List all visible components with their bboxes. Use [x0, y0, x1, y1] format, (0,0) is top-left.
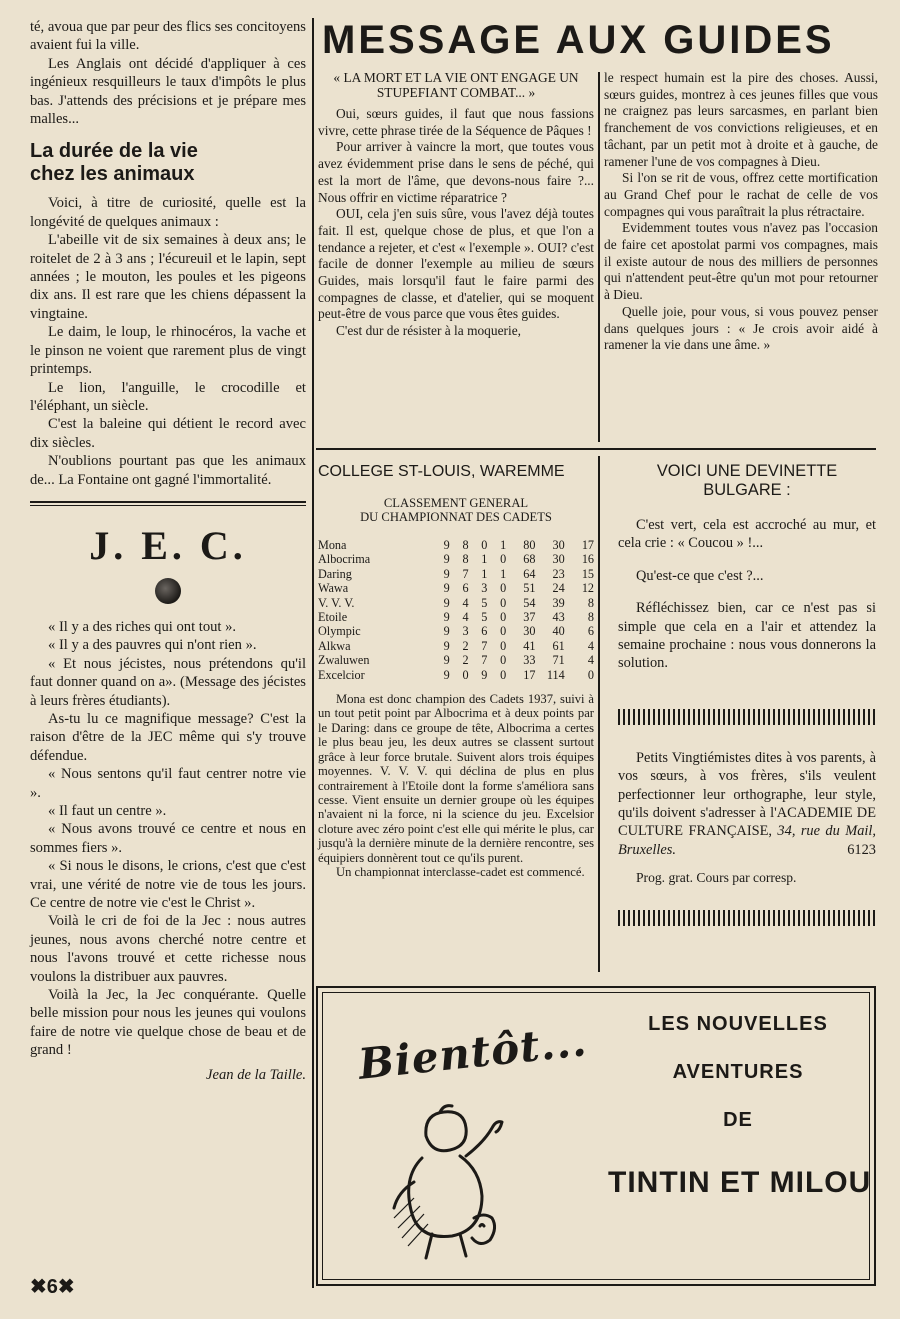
- tintin-illustration: [374, 1098, 514, 1268]
- jec-paragraph: « Il faut un centre ».: [48, 803, 167, 819]
- table-cell: 6: [587, 624, 594, 639]
- college-article: [318, 462, 594, 879]
- table-cell: 17: [581, 538, 594, 552]
- message-paragraph: Si l'on se rit de vous, offrez cette mortification au Grand Chef pour le rachat de celle de vos compagnes qui vous paraîtrait la plus rétractaire.: [604, 170, 878, 219]
- table-cell: 4: [587, 638, 594, 653]
- team-name: Olympic: [318, 624, 361, 639]
- table-cell: 0: [500, 595, 507, 610]
- table-cell: 6: [481, 624, 488, 639]
- table-cell: 1: [481, 552, 488, 567]
- table-cell: 9: [443, 566, 450, 581]
- message-paragraph: OUI, cela j'en suis sûre, vous l'avez déjà toutes fait. Il est, quelque chose de plus, et que l'on a tendance a rejeter, et c'est « l'exemple ». OUI? c'est facile de donner l'exemple au milieu de sœurs Guides, mais lorsqu'il faut le faire parmi des compagnes de classe, et d'atelier, qui se moquent peut-être de vous parce que vous êtes guides.: [318, 206, 594, 322]
- message-bottom-rule: [316, 448, 876, 450]
- intro-paragraph: té, avoua que par peur des flics ses concitoyens avaient fui la ville.: [30, 19, 306, 54]
- team-name: Alkwa: [318, 638, 351, 653]
- message-col1-text: [318, 106, 594, 340]
- table-cell: 40: [552, 624, 565, 639]
- table-cell: 4: [462, 610, 469, 625]
- table-cell: 16: [581, 552, 594, 567]
- devinette-title: [618, 462, 876, 500]
- academie-ad-text: [618, 749, 876, 859]
- bientot-script: Bientôt...: [356, 1016, 590, 1089]
- table-cell: 51: [523, 581, 536, 596]
- tick-border-bottom: [618, 910, 876, 926]
- table-cell: 8: [462, 552, 469, 567]
- lifespan-article: [30, 194, 306, 489]
- table-cell: 9: [443, 552, 450, 567]
- message-paragraph: Pour arriver à vaincre la mort, que toutes vous avez évidemment prise dans le sens de péché, qui est la mort de l'âme, que devons-nous faire ?... Nous offrir en victime réparatrice ?: [318, 139, 594, 205]
- academie-ad-prog: Prog. grat. Cours par corresp.: [636, 870, 797, 886]
- table-cell: 3: [462, 624, 469, 639]
- college-subtitle: [318, 496, 594, 524]
- jec-title: J. E. C.: [89, 522, 247, 568]
- college-subtitle-line1: CLASSEMENT GENERAL: [383, 496, 529, 510]
- tintin-line3: DE: [723, 1109, 753, 1131]
- lifespan-heading-line2: chez les animaux: [30, 163, 195, 186]
- table-cell: 7: [462, 566, 469, 581]
- tintin-advert-text: [608, 1012, 872, 1200]
- message-paragraph: Quelle joie, pour vous, si vous pouvez penser dans quelques jours : « Je crois avoir aidé à ramener la vie dans une âme. »: [604, 303, 878, 353]
- table-cell: 2: [462, 653, 469, 668]
- table-cell: 6: [462, 581, 469, 596]
- table-row: [318, 552, 594, 566]
- table-cell: 0: [500, 653, 507, 668]
- table-row: [318, 567, 594, 581]
- table-cell: 0: [500, 610, 507, 625]
- jec-article: [30, 618, 306, 1060]
- lifespan-paragraph: Voici, à titre de curiosité, quelle est la longévité de quelques animaux :: [30, 195, 306, 230]
- tick-border-top: [618, 709, 876, 725]
- table-cell: 1: [481, 566, 488, 581]
- table-cell: 8: [462, 538, 469, 552]
- college-title: COLLEGE ST-LOUIS, WAREMME: [318, 463, 565, 480]
- table-cell: 0: [500, 667, 507, 682]
- team-name: Etoile: [318, 610, 348, 625]
- table-cell: 9: [443, 653, 450, 668]
- lifespan-paragraph: C'est la baleine qui détient le record avec dix siècles.: [30, 416, 306, 451]
- table-cell: 33: [523, 653, 536, 668]
- table-cell: 7: [481, 653, 488, 668]
- table-cell: 30: [552, 552, 565, 567]
- table-cell: 37: [523, 610, 536, 625]
- table-cell: 0: [500, 552, 507, 567]
- table-row: [318, 538, 594, 552]
- academie-ad-main: Petits Vingtiémistes dites à vos parents, à vos sœurs, à vos frères, s'ils veulent perfectionner leur orthographe, leur style, qu'ils doivent s'adresser à l'ACADEMIE DE CULTURE FRANÇAISE,: [618, 749, 876, 840]
- table-cell: 30: [523, 624, 536, 639]
- lifespan-paragraph: N'oublions pourtant pas que les animaux de... La Fontaine ont gagné l'immortalité.: [30, 453, 306, 488]
- devinette-question: C'est vert, cela est accroché au mur, et cela crie : « Coucou » !...: [618, 517, 876, 552]
- table-cell: 5: [481, 595, 488, 610]
- message-headline: « LA MORT ET LA VIE ONT ENGAGE UN STUPEFIANT COMBAT... »: [333, 70, 579, 100]
- table-cell: 9: [443, 638, 450, 653]
- table-row: [318, 610, 594, 624]
- college-text: [318, 692, 594, 879]
- table-cell: 15: [581, 566, 594, 581]
- college-devinette-separator: [598, 456, 600, 972]
- table-cell: 9: [443, 595, 450, 610]
- table-cell: 0: [587, 667, 594, 682]
- table-cell: 43: [552, 610, 565, 625]
- intro-article: [30, 18, 306, 128]
- signature: Jean de la Taille.: [206, 1066, 306, 1083]
- lifespan-paragraph: Le lion, l'anguille, le crocodille et l'éléphant, un siècle.: [30, 379, 306, 414]
- jec-paragraph: « Nous avons trouvé ce centre et nous en sommes fiers ».: [30, 821, 306, 856]
- table-row: [318, 624, 594, 638]
- devinette-title-line1: VOICI UNE DEVINETTE: [656, 462, 838, 480]
- team-name: Albocrima: [318, 552, 371, 567]
- table-row: [318, 668, 594, 682]
- table-cell: 9: [443, 538, 450, 552]
- college-paragraph: Un championnat interclasse-cadet est commencé.: [336, 864, 585, 879]
- table-row: [318, 596, 594, 610]
- team-name: Zwaluwen: [318, 653, 370, 668]
- team-name: Mona: [318, 538, 347, 552]
- academie-ad-address: 34, rue du Mail, Bruxelles.: [618, 823, 876, 858]
- jec-paragraph: « Si nous le disons, le crions, c'est que c'est vrai, une vérité de notre vie de tous les jours. Ce centre de notre vie c'est le Christ ».: [30, 858, 306, 912]
- team-name: Daring: [318, 566, 352, 581]
- team-name: V. V. V.: [318, 595, 355, 610]
- table-cell: 30: [552, 538, 565, 552]
- message-col2-text: [604, 70, 878, 354]
- table-cell: 0: [500, 624, 507, 639]
- table-cell: 5: [481, 610, 488, 625]
- table-cell: 24: [552, 581, 565, 596]
- table-cell: 0: [462, 667, 469, 682]
- table-cell: 71: [552, 653, 565, 668]
- table-cell: 80: [523, 538, 536, 552]
- table-cell: 4: [462, 595, 469, 610]
- devinette-box: [618, 462, 876, 926]
- table-row: [318, 581, 594, 595]
- table-cell: 68: [523, 552, 536, 567]
- table-cell: 114: [546, 667, 565, 682]
- jec-paragraph: As-tu lu ce magnifique message? C'est la raison d'être de la JEC même qui s'y trouve défendue.: [30, 710, 306, 764]
- table-cell: 54: [523, 595, 536, 610]
- table-cell: 9: [443, 581, 450, 596]
- college-subtitle-line2: DU CHAMPIONNAT DES CADETS: [360, 510, 552, 524]
- table-cell: 1: [500, 566, 507, 581]
- devinette-ask: Qu'est-ce que c'est ?...: [636, 567, 764, 584]
- college-paragraph: Mona est donc champion des Cadets 1937, suivi à un tout petit point par Albocrima et à deux points par le Daring: dans ce groupe de tête, Albocrima a certes le plus beau jeu, les deux autres se classent surtout grâce à leur force brutale. Suivent alors trois équipes moyennes. V. V. V. qui déclina de plus en plus contrairement à l'Etoile dont la forme s'améliora sans cesse. Vient ensuite un dernier groupe où les équipes n'avaient ni la force, ni la science du jeu. Excelsior cloture avec zéro point c'est elle qui mérite le plus, car jusqu'à la dernière minute de la dernière rencontre, ses équipiers donnèrent tout ce qu'ils purent.: [318, 692, 594, 865]
- column-separator-left: [312, 18, 314, 1288]
- table-cell: 9: [443, 667, 450, 682]
- table-row: [318, 639, 594, 653]
- jec-paragraph: « Il y a des riches qui ont tout ».: [48, 618, 237, 635]
- table-cell: 0: [500, 581, 507, 596]
- message-paragraph: Evidemment toutes vous n'avez pas l'occasion de faire cet apostolat parmi vos compagnes, mais il existe autour de nous des milliers de personnes qui n'attendent peut-être qu'un mot pour retourner à Dieu.: [604, 220, 878, 303]
- message-paragraph: Oui, sœurs guides, il faut que nous fassions vivre, cette phrase tirée de la Séquence de Pâques !: [318, 106, 594, 138]
- table-cell: 9: [443, 610, 450, 625]
- devinette-hint: Réfléchissez bien, car ce n'est pas si simple que cela en a l'air et attendez la semaine prochaine : nous vous donnerons la solution.: [618, 600, 876, 672]
- message-column-1: [318, 70, 594, 340]
- table-row: [318, 653, 594, 667]
- team-name: Wawa: [318, 581, 349, 596]
- table-cell: 12: [581, 581, 594, 596]
- table-cell: 17: [523, 667, 536, 682]
- table-cell: 1: [500, 538, 507, 552]
- lifespan-paragraph: L'abeille vit de six semaines à deux ans; le roitelet de 2 à 3 ans ; l'écureuil et le lapin, sept années ; le mouton, les poules et les pigeons dix ans. Il est rare que les chiens dépassent la vingtaine.: [30, 232, 306, 322]
- message-paragraph: C'est dur de résister à la moquerie,: [336, 323, 521, 339]
- lifespan-heading: [30, 140, 306, 186]
- message-column-2: [604, 70, 878, 354]
- jec-paragraph: Voilà le cri de foi de la Jec : nous autres jeunes, nous avons cherché notre centre et nous l'avons trouvé et cette richesse nous voulons la distribuer aux pauvres.: [30, 913, 306, 985]
- table-cell: 4: [587, 653, 594, 668]
- table-cell: 7: [481, 638, 488, 653]
- academie-ad: [618, 749, 876, 888]
- left-column: [30, 18, 306, 1084]
- table-cell: 0: [481, 538, 488, 552]
- table-cell: 8: [587, 595, 594, 610]
- table-cell: 39: [552, 595, 565, 610]
- message-column-separator: [598, 72, 600, 442]
- jec-paragraph: « Il y a des pauvres qui n'ont rien ».: [48, 637, 257, 654]
- table-cell: 3: [481, 581, 488, 596]
- table-cell: 9: [443, 624, 450, 639]
- lifespan-paragraph: Le daim, le loup, le rhinocéros, la vache et le pinson ne voient que rarement plus de vingt printemps.: [30, 324, 306, 378]
- standings-table: [318, 538, 594, 682]
- page-number: ✖6✖: [30, 1276, 75, 1298]
- table-cell: 9: [481, 667, 488, 682]
- lifespan-heading-line1: La durée de la vie: [30, 140, 198, 163]
- table-cell: 41: [523, 638, 536, 653]
- table-cell: 8: [587, 610, 594, 625]
- table-cell: 23: [552, 566, 565, 581]
- message-title: MESSAGE AUX GUIDES: [322, 18, 835, 62]
- jec-paragraph: « Et nous jécistes, nous prétendons qu'il faut donner quand on a». (Message des jécistes à leurs frères étudiants).: [30, 655, 306, 709]
- table-cell: 61: [552, 638, 565, 653]
- message-paragraph: le respect humain est la pire des choses. Aussi, sœurs guides, montrez à ces jeunes filles que vous ne craignez pas leurs sarcasmes, en parlant bien franchement de vos convictions religieuses, et en tâchant, par un petit mot à droite et à gauche, de ramener l'une de vos compagnes à Dieu.: [604, 70, 878, 169]
- jec-paragraph: Voilà la Jec, la Jec conquérante. Quelle belle mission pour nous les jeunes qui voulons faire de notre vie quelque chose de beau et de grand !: [30, 987, 306, 1059]
- jec-paragraph: « Nous sentons qu'il faut centrer notre vie ».: [30, 766, 306, 801]
- table-cell: 64: [523, 566, 536, 581]
- section-divider: [30, 501, 306, 506]
- intro-paragraph: Les Anglais ont décidé d'appliquer à ces ingénieux resquilleurs le taux d'impôts le plus bas. J'attends des précisions et je prépare mes malles...: [30, 55, 306, 128]
- tintin-line2: AVENTURES: [672, 1061, 804, 1083]
- devinette-title-line2: BULGARE :: [703, 481, 791, 499]
- tintin-line4: TINTIN ET MILOU: [608, 1166, 872, 1199]
- tintin-line1: LES NOUVELLES: [648, 1013, 828, 1035]
- table-cell: 2: [462, 638, 469, 653]
- academie-ad-phone: 6123: [847, 841, 876, 858]
- tintin-advert: [316, 986, 876, 1286]
- table-cell: 0: [500, 638, 507, 653]
- jec-emblem-icon: [155, 578, 181, 604]
- team-name: Excelcior: [318, 667, 365, 682]
